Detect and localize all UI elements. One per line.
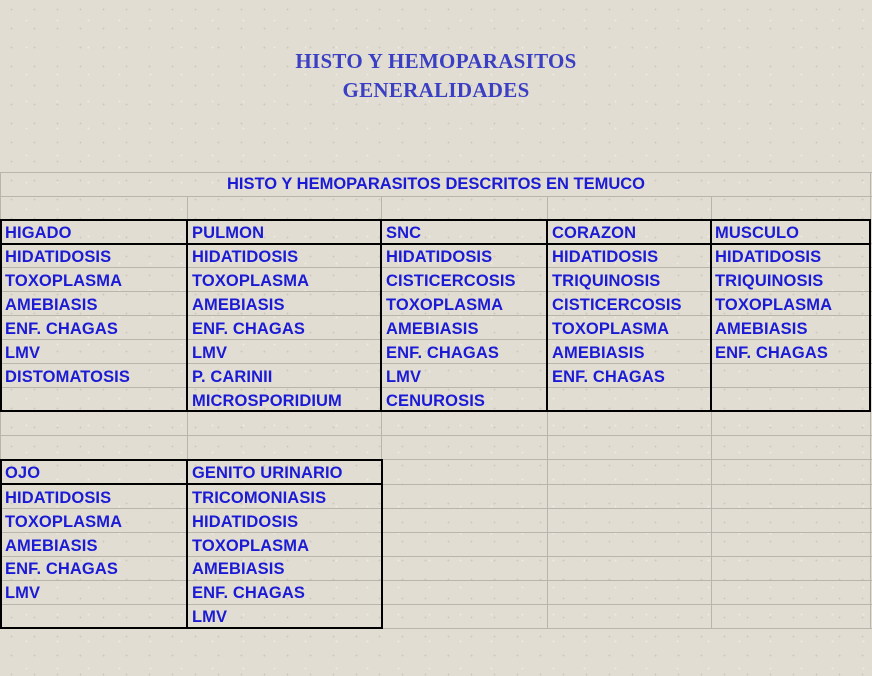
page-title-line-1: HISTO Y HEMOPARASITOS	[295, 49, 577, 73]
table-title: HISTO Y HEMOPARASITOS DESCRITOS EN TEMUCO	[226, 175, 646, 193]
list-item: P. CARINII	[192, 368, 273, 386]
list-item: HIDATIDOSIS	[386, 248, 493, 266]
list-item: ENF. CHAGAS	[386, 344, 499, 362]
list-item: HIDATIDOSIS	[552, 248, 659, 266]
page-title-line-2: GENERALIDADES	[342, 78, 530, 102]
list-item: AMEBIASIS	[5, 296, 98, 314]
list-item: ENF. CHAGAS	[5, 320, 118, 338]
list-item: LMV	[192, 344, 228, 362]
list-item: DISTOMATOSIS	[5, 368, 130, 386]
list-item: AMEBIASIS	[192, 560, 285, 578]
list-item: LMV	[386, 368, 422, 386]
header-corazon: CORAZON	[552, 224, 637, 242]
list-item: TOXOPLASMA	[192, 272, 310, 290]
list-item: LMV	[5, 344, 41, 362]
list-item: CENUROSIS	[386, 392, 485, 410]
list-item: AMEBIASIS	[552, 344, 645, 362]
header-pulmon: PULMON	[192, 224, 265, 242]
list-item: TOXOPLASMA	[386, 296, 504, 314]
list-item: TRIQUINOSIS	[715, 272, 824, 290]
list-item: HIDATIDOSIS	[192, 513, 299, 531]
list-item: AMEBIASIS	[386, 320, 479, 338]
header-snc: SNC	[386, 224, 422, 242]
list-item: ENF. CHAGAS	[715, 344, 828, 362]
list-item: ENF. CHAGAS	[552, 368, 665, 386]
list-item: LMV	[192, 608, 228, 626]
list-item: TOXOPLASMA	[5, 513, 123, 531]
list-item: ENF. CHAGAS	[5, 560, 118, 578]
list-item: AMEBIASIS	[192, 296, 285, 314]
list-item: MICROSPORIDIUM	[192, 392, 342, 410]
list-item: HIDATIDOSIS	[5, 489, 112, 507]
list-item: TRICOMONIASIS	[192, 489, 327, 507]
list-item: TRIQUINOSIS	[552, 272, 661, 290]
list-item: LMV	[5, 584, 41, 602]
list-item: AMEBIASIS	[5, 537, 98, 555]
header-genito-urinario: GENITO URINARIO	[192, 464, 343, 482]
header-higado: HIGADO	[5, 224, 72, 242]
list-item: ENF. CHAGAS	[192, 584, 305, 602]
list-item: HIDATIDOSIS	[715, 248, 822, 266]
list-item: ENF. CHAGAS	[192, 320, 305, 338]
list-item: HIDATIDOSIS	[192, 248, 299, 266]
list-item: TOXOPLASMA	[715, 296, 833, 314]
list-item: HIDATIDOSIS	[5, 248, 112, 266]
list-item: CISTICERCOSIS	[386, 272, 516, 290]
header-ojo: OJO	[5, 464, 41, 482]
list-item: CISTICERCOSIS	[552, 296, 682, 314]
list-item: TOXOPLASMA	[5, 272, 123, 290]
list-item: TOXOPLASMA	[192, 537, 310, 555]
list-item: AMEBIASIS	[715, 320, 808, 338]
list-item: TOXOPLASMA	[552, 320, 670, 338]
header-musculo: MUSCULO	[715, 224, 800, 242]
